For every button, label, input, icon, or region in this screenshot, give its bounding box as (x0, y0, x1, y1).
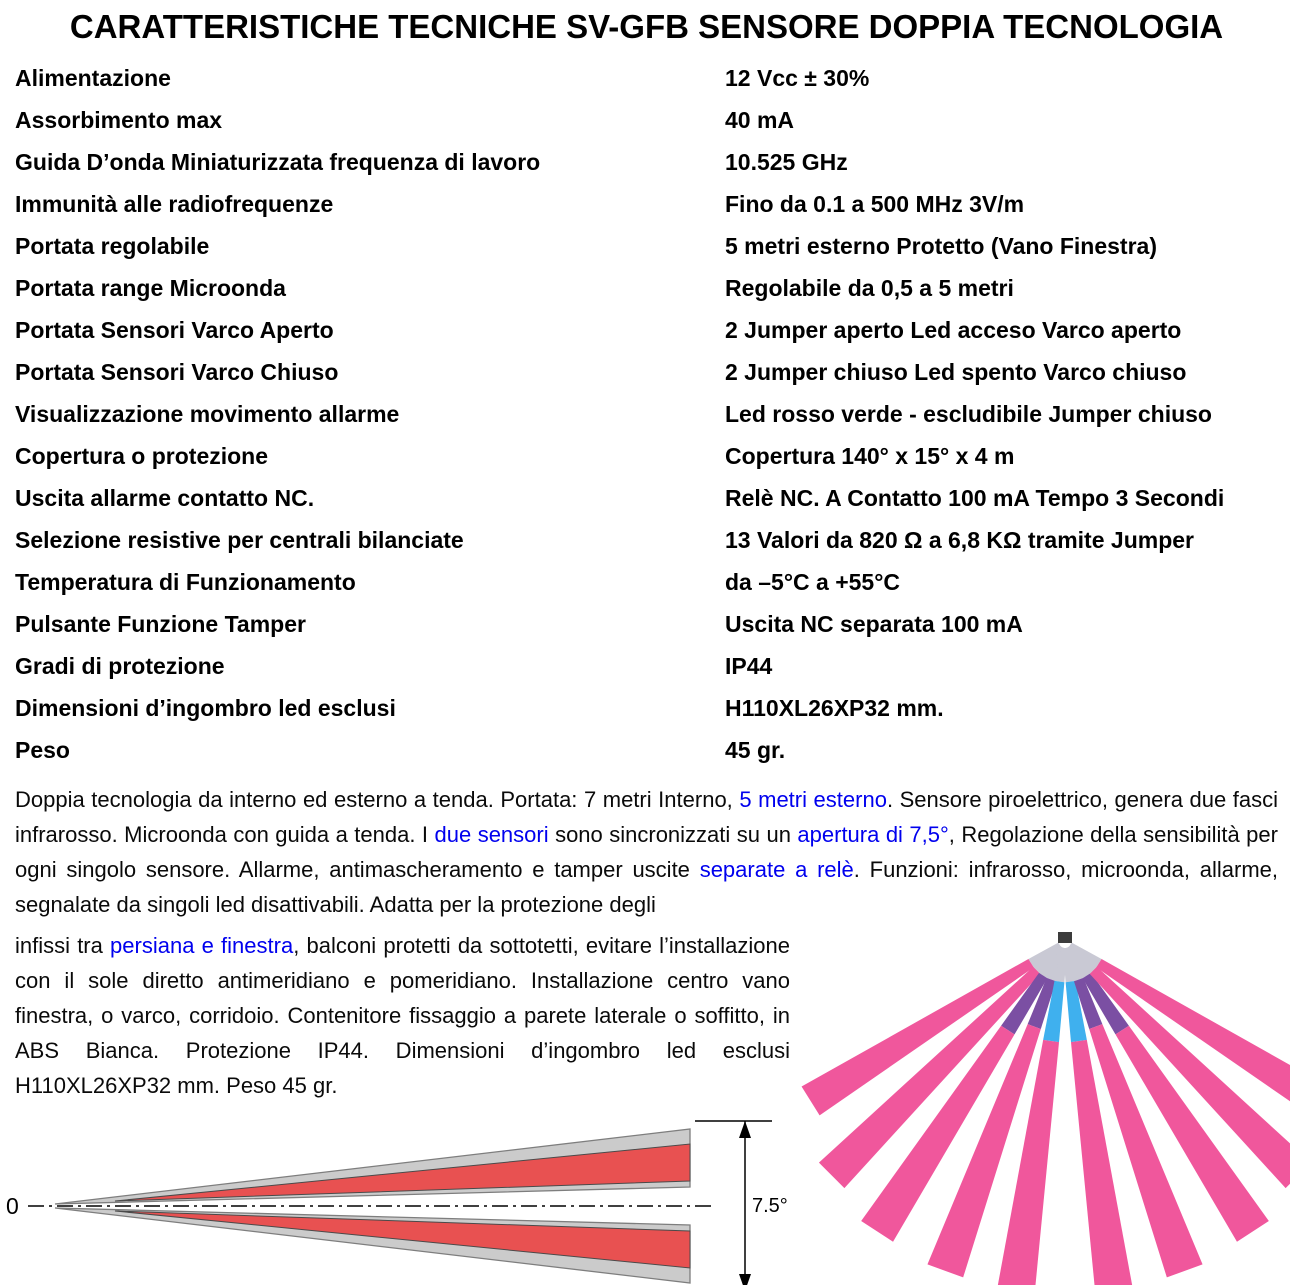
text-segment: , balconi protetti da sottotetti, evitare l’installazione con il sole diretto antimeridiano e pomeridiano. Installazione centro vano finestra, o varco, corridoio. Contenitore fissaggio a parete laterale o soffitto, in ABS Bianca. Protezione IP44. Dimensioni d’ingombro led esclusi H110XL26XP32 mm. Peso 45 gr. (15, 932, 790, 1098)
bottom-section (0, 928, 1293, 1285)
spec-label: Gradi di protezione (15, 653, 225, 680)
spec-value: H110XL26XP32 mm. (725, 695, 944, 722)
text-segment: . Funzioni: infrarosso, microonda, allarme, segnalate da singoli led disattivabili. Adatta per la protezione degli (15, 856, 1278, 917)
spec-row (15, 688, 1278, 730)
spec-value: 2 Jumper chiuso Led spento Varco chiuso (725, 359, 1187, 386)
spec-value: Regolabile da 0,5 a 5 metri (725, 275, 1014, 302)
spec-row (15, 730, 1278, 772)
description-paragraph-2 (15, 928, 790, 1103)
page-title: CARATTERISTICHE TECNICHE SV-GFB SENSORE DOPPIA TECNOLOGIA (69, 8, 1224, 45)
spec-value: Relè NC. A Contatto 100 mA Tempo 3 Secondi (725, 485, 1225, 512)
spec-row (15, 436, 1278, 478)
spec-row (15, 268, 1278, 310)
highlighted-text: persiana e finestra (110, 932, 294, 958)
spec-label: Visualizzazione movimento allarme (15, 401, 400, 428)
spec-value: IP44 (725, 653, 773, 680)
arrow-down-icon (739, 1274, 751, 1285)
spec-row (15, 394, 1278, 436)
spec-value: 13 Valori da 820 Ω a 6,8 KΩ tramite Jumper (725, 527, 1194, 554)
spec-label: Portata regolabile (15, 233, 210, 260)
sensor-apex (1058, 932, 1072, 943)
spec-label: Guida D’onda Miniaturizzata frequenza di lavoro (15, 149, 541, 176)
spec-value: Led rosso verde - escludibile Jumper chiuso (725, 401, 1212, 428)
spec-value: 5 metri esterno Protetto (Vano Finestra) (725, 233, 1157, 260)
aperture-angle-label: 7.5° (752, 1194, 788, 1217)
spec-label: Copertura o protezione (15, 443, 269, 470)
spec-value: Uscita NC separata 100 mA (725, 611, 1023, 638)
spec-row (15, 58, 1278, 100)
spec-label: Portata Sensori Varco Aperto (15, 317, 334, 344)
spec-value: 10.525 GHz (725, 149, 848, 176)
origin-label: 0 (6, 1192, 19, 1219)
text-segment: infissi tra (15, 932, 111, 958)
spec-label: Immunità alle radiofrequenze (15, 191, 334, 218)
spec-value: 2 Jumper aperto Led acceso Varco aperto (725, 317, 1182, 344)
spec-row (15, 352, 1278, 394)
beam-fan-view-diagram (800, 928, 1290, 1285)
text-segment: . Sensore piroelettrico, genera due fasci infrarosso. Microonda con guida a tenda. I (15, 786, 1279, 847)
spec-row (15, 646, 1278, 688)
spec-value: 12 Vcc ± 30% (725, 65, 870, 92)
spec-row (15, 562, 1278, 604)
bottom-left-column (0, 928, 800, 1285)
text-segment: Doppia tecnologia da interno ed esterno a tenda. Portata: 7 metri Interno, (15, 786, 740, 812)
spec-value: Fino da 0.1 a 500 MHz 3V/m (725, 191, 1025, 218)
highlighted-text: due sensori (434, 821, 549, 847)
spec-label: Temperatura di Funzionamento (15, 569, 356, 596)
spec-label: Dimensioni d’ingombro led esclusi (15, 695, 396, 722)
spec-row (15, 310, 1278, 352)
spec-row (15, 142, 1278, 184)
spec-label: Assorbimento max (15, 107, 223, 134)
spec-value: Copertura 140° x 15° x 4 m (725, 443, 1015, 470)
spec-row (15, 100, 1278, 142)
spec-value: 45 gr. (725, 737, 786, 764)
spec-row (15, 520, 1278, 562)
spec-row (15, 184, 1278, 226)
spec-table (0, 58, 1293, 772)
spec-value: 40 mA (725, 107, 795, 134)
highlighted-text: separate a relè (699, 856, 854, 882)
spec-value: da –5°C a +55°C (725, 569, 901, 596)
spec-label: Selezione resistive per centrali bilanciate (15, 527, 464, 554)
spec-label: Alimentazione (15, 65, 171, 92)
description-paragraph-1 (15, 782, 1278, 922)
beam-side-view-diagram (0, 1111, 800, 1285)
text-segment: , Regolazione della sensibilità per ogni singolo sensore. Allarme, antimascheramento e tamper uscite (15, 821, 1278, 882)
spec-label: Portata range Microonda (15, 275, 286, 302)
arrow-up-icon (739, 1121, 751, 1138)
highlighted-text: apertura di 7,5° (797, 821, 949, 847)
spec-row (15, 604, 1278, 646)
highlighted-text: 5 metri esterno (739, 786, 887, 812)
spec-row (15, 226, 1278, 268)
spec-label: Pulsante Funzione Tamper (15, 611, 306, 638)
text-segment: sono sincronizzati su un (548, 821, 798, 847)
spec-label: Peso (15, 737, 70, 764)
spec-label: Uscita allarme contatto NC. (15, 485, 315, 512)
spec-label: Portata Sensori Varco Chiuso (15, 359, 339, 386)
spec-row (15, 478, 1278, 520)
